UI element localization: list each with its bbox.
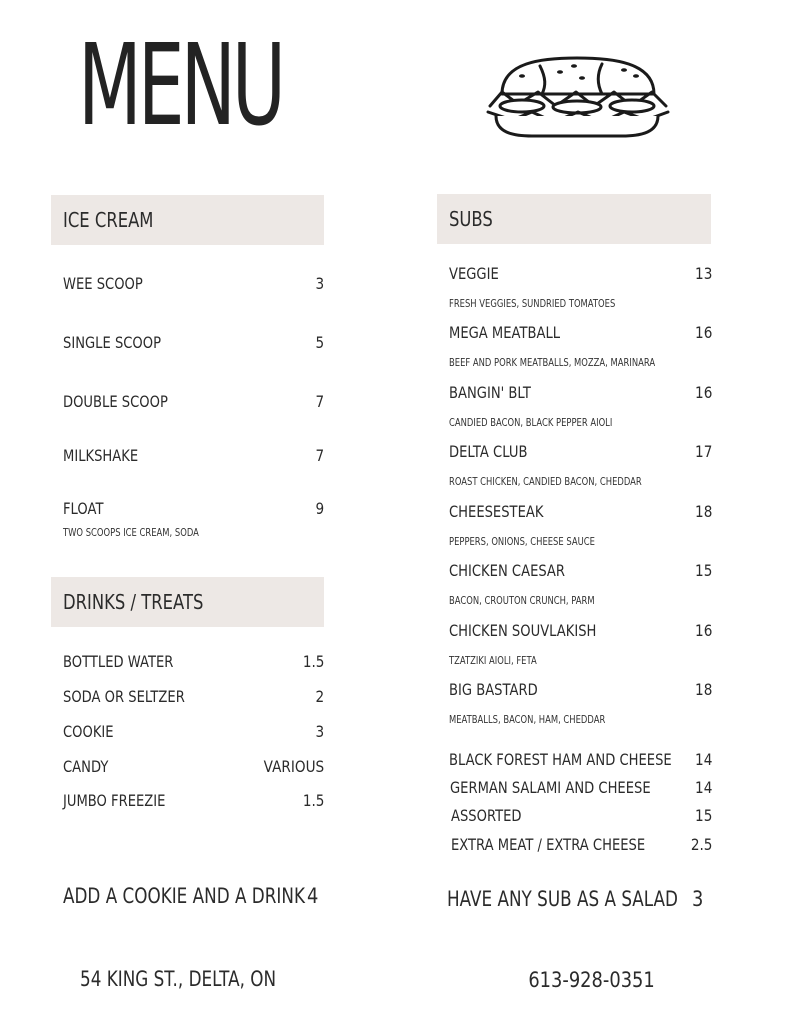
sub-item-name: BANGIN' BLT — [449, 383, 531, 402]
sub-extra-name: EXTRA MEAT / EXTRA CHEESE — [451, 835, 646, 854]
sub-extra-name: BLACK FOREST HAM AND CHEESE — [449, 750, 672, 769]
sub-item-name: MEGA MEATBALL — [449, 323, 561, 342]
menu-title: MENU — [78, 21, 283, 151]
ice-cream-header-label: ICE CREAM — [63, 208, 154, 232]
drinks-item-name: BOTTLED WATER — [63, 652, 174, 671]
sub-extra-name: ASSORTED — [451, 806, 522, 825]
combo-offer-price: 4 — [306, 884, 318, 908]
drinks-header-label: DRINKS / TREATS — [63, 590, 204, 614]
sub-item-name: CHICKEN SOUVLAKISH — [449, 621, 597, 640]
combo-offer-label: ADD A COOKIE AND A DRINK — [63, 884, 305, 908]
ice-cream-item-price: 7 — [315, 392, 324, 411]
sub-item-name: DELTA CLUB — [449, 442, 528, 461]
subs-header — [437, 194, 711, 244]
sub-item-price: 16 — [694, 323, 712, 342]
drinks-item-price: 1.5 — [302, 652, 324, 671]
drinks-item-price: VARIOUS — [263, 757, 324, 776]
drinks-item-name: COOKIE — [63, 722, 114, 741]
sub-item-name: CHEESESTEAK — [449, 502, 544, 521]
ice-cream-item-price: 5 — [315, 333, 324, 352]
sub-extra-price: 15 — [694, 806, 712, 825]
ice-cream-item-name: FLOAT — [63, 499, 104, 518]
sub-item-description: CANDIED BACON, BLACK PEPPER AIOLI — [449, 417, 613, 429]
ice-cream-item-name: WEE SCOOP — [63, 274, 143, 293]
sub-item-description: PEPPERS, ONIONS, CHEESE SAUCE — [449, 536, 595, 548]
sub-extra-price: 2.5 — [690, 835, 712, 854]
sandwich-icon — [482, 54, 672, 144]
drinks-item-name: SODA OR SELTZER — [63, 687, 185, 706]
drinks-item-price: 1.5 — [302, 791, 324, 810]
sub-item-description: BEEF AND PORK MEATBALLS, MOZZA, MARINARA — [449, 357, 656, 369]
sub-item-price: 17 — [694, 442, 712, 461]
salad-offer-price: 3 — [691, 887, 703, 911]
salad-offer-label: HAVE ANY SUB AS A SALAD — [447, 887, 678, 911]
sub-item-name: CHICKEN CAESAR — [449, 561, 566, 580]
drinks-item-name: JUMBO FREEZIE — [63, 791, 166, 810]
ice-cream-item-name: SINGLE SCOOP — [63, 333, 162, 352]
drinks-item-name: CANDY — [63, 757, 109, 776]
drinks-item-price: 3 — [315, 722, 324, 741]
sub-item-price: 18 — [694, 502, 712, 521]
subs-header-label: SUBS — [449, 207, 493, 231]
sub-item-price: 16 — [694, 383, 712, 402]
ice-cream-header — [51, 195, 324, 245]
sub-item-name: VEGGIE — [449, 264, 499, 283]
drinks-item-price: 2 — [315, 687, 324, 706]
sub-item-price: 16 — [694, 621, 712, 640]
sub-extra-price: 14 — [694, 778, 712, 797]
ice-cream-item-description: TWO SCOOPS ICE CREAM, SODA — [63, 527, 199, 539]
sub-item-description: MEATBALLS, BACON, HAM, CHEDDAR — [449, 714, 606, 726]
sub-item-description: FRESH VEGGIES, SUNDRIED TOMATOES — [449, 298, 616, 310]
drinks-header — [51, 577, 324, 627]
sub-item-description: BACON, CROUTON CRUNCH, PARM — [449, 595, 595, 607]
ice-cream-item-price: 9 — [315, 499, 324, 518]
footer-phone: 613-928-0351 — [528, 968, 655, 992]
ice-cream-item-price: 3 — [315, 274, 324, 293]
ice-cream-item-price: 7 — [315, 446, 324, 465]
sub-item-price: 13 — [694, 264, 712, 283]
sub-item-price: 18 — [694, 680, 712, 699]
sub-item-price: 15 — [694, 561, 712, 580]
sub-item-name: BIG BASTARD — [449, 680, 538, 699]
sub-item-description: ROAST CHICKEN, CANDIED BACON, CHEDDAR — [449, 476, 642, 488]
footer-address: 54 KING ST., DELTA, ON — [80, 967, 277, 991]
sub-extra-price: 14 — [694, 750, 712, 769]
ice-cream-item-name: DOUBLE SCOOP — [63, 392, 168, 411]
sub-extra-name: GERMAN SALAMI AND CHEESE — [450, 778, 651, 797]
ice-cream-item-name: MILKSHAKE — [63, 446, 139, 465]
sub-item-description: TZATZIKI AIOLI, FETA — [449, 655, 537, 667]
